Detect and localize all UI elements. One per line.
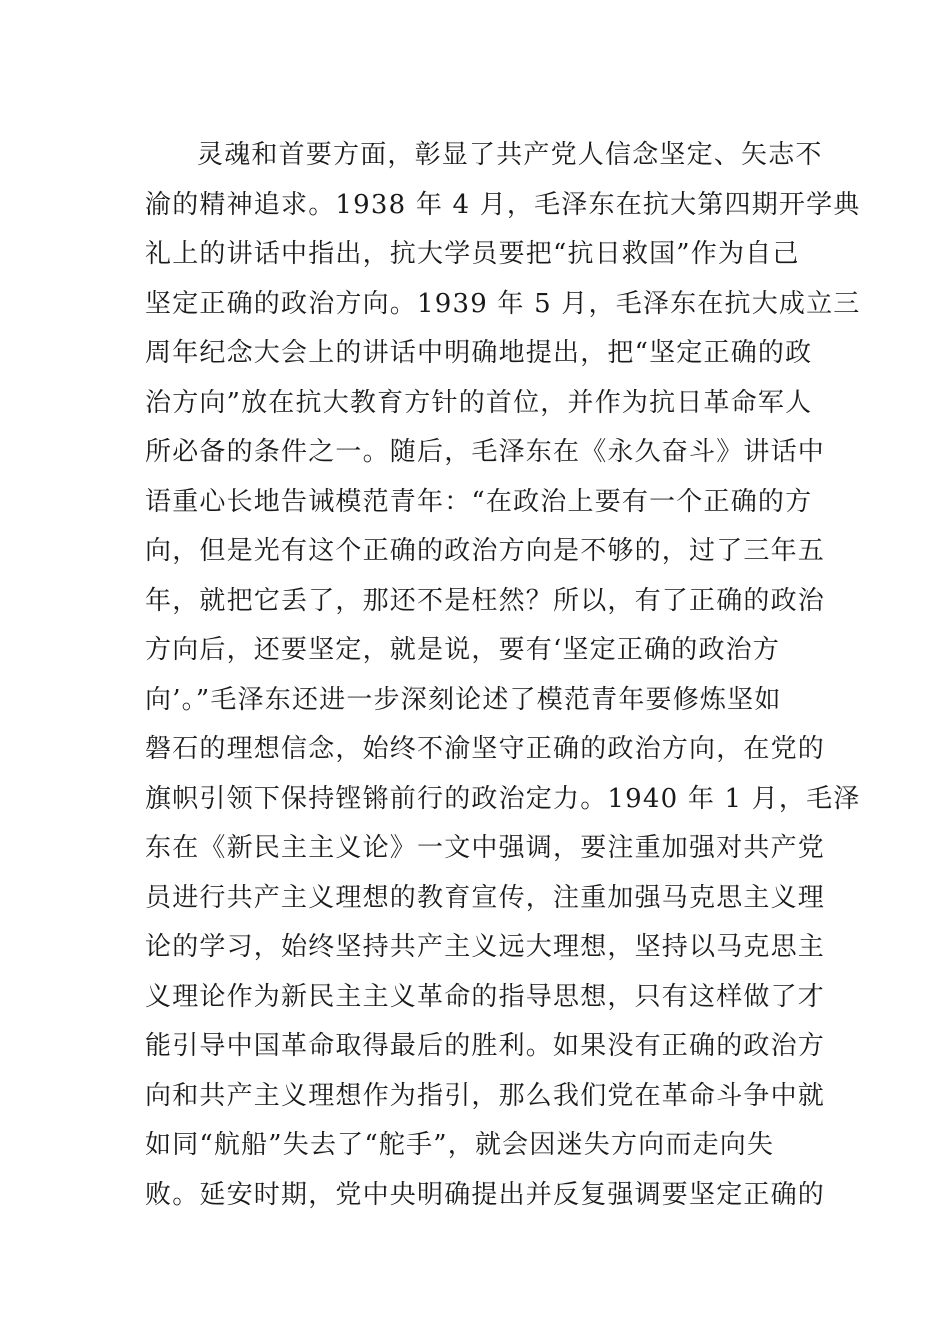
- text-line-9: 向，但是光有这个正确的政治方向是不够的，过了三年五: [145, 536, 826, 566]
- text-line-4: 坚定正确的政治方向。1939 年 5 月，毛泽东在抗大成立三: [145, 288, 861, 319]
- text-line-16: 员进行共产主义理想的教育宣传，注重加强马克思主义理: [145, 882, 826, 913]
- text-line-19: 能引导中国革命取得最后的胜利。如果没有正确的政治方: [145, 1031, 826, 1061]
- text-line-2: 渝的精神追求。1938 年 4 月，毛泽东在抗大第四期开学典: [145, 189, 861, 220]
- text-line-7: 所必备的条件之一。随后，毛泽东在《永久奋斗》讲话中: [145, 437, 826, 467]
- text-line-6: 治方向”放在抗大教育方针的首位，并作为抗日革命军人: [145, 387, 813, 418]
- text-line-12: 向’。”毛泽东还进一步深刻论述了模范青年要修炼坚如: [145, 684, 782, 715]
- text-line-5: 周年纪念大会上的讲话中明确地提出，把“坚定正确的政: [145, 338, 813, 368]
- text-line-15: 东在《新民主主义论》一文中强调，要注重加强对共产党: [145, 833, 826, 863]
- text-line-21: 如同“航船”失去了“舵手”，就会因迷失方向而走向失: [145, 1130, 775, 1160]
- text-line-8: 语重心长地告诫模范青年：“在政治上要有一个正确的方: [145, 486, 813, 517]
- text-line-17: 论的学习，始终坚持共产主义远大理想，坚持以马克思主: [145, 932, 826, 962]
- text-line-1: 灵魂和首要方面，彰显了共产党人信念坚定、矢志不: [197, 140, 823, 170]
- text-line-13: 磐石的理想信念，始终不渝坚守正确的政治方向，在党的: [145, 734, 826, 764]
- text-line-10: 年，就把它丢了，那还不是枉然？所以，有了正确的政治: [145, 585, 826, 616]
- text-line-22: 败。延安时期，党中央明确提出并反复强调要坚定正确的: [145, 1179, 826, 1210]
- text-line-14: 旗帜引领下保持铿锵前行的政治定力。1940 年 1 月，毛泽: [145, 783, 861, 814]
- text-line-18: 义理论作为新民主主义革命的指导思想，只有这样做了才: [145, 981, 826, 1012]
- text-line-11: 方向后，还要坚定，就是说，要有‘坚定正确的政治方: [145, 635, 781, 665]
- body-paragraph: [145, 131, 861, 1220]
- text-line-20: 向和共产主义理想作为指引，那么我们党在革命斗争中就: [145, 1080, 826, 1111]
- text-line-3: 礼上的讲话中指出，抗大学员要把“抗日救国”作为自己: [145, 239, 800, 269]
